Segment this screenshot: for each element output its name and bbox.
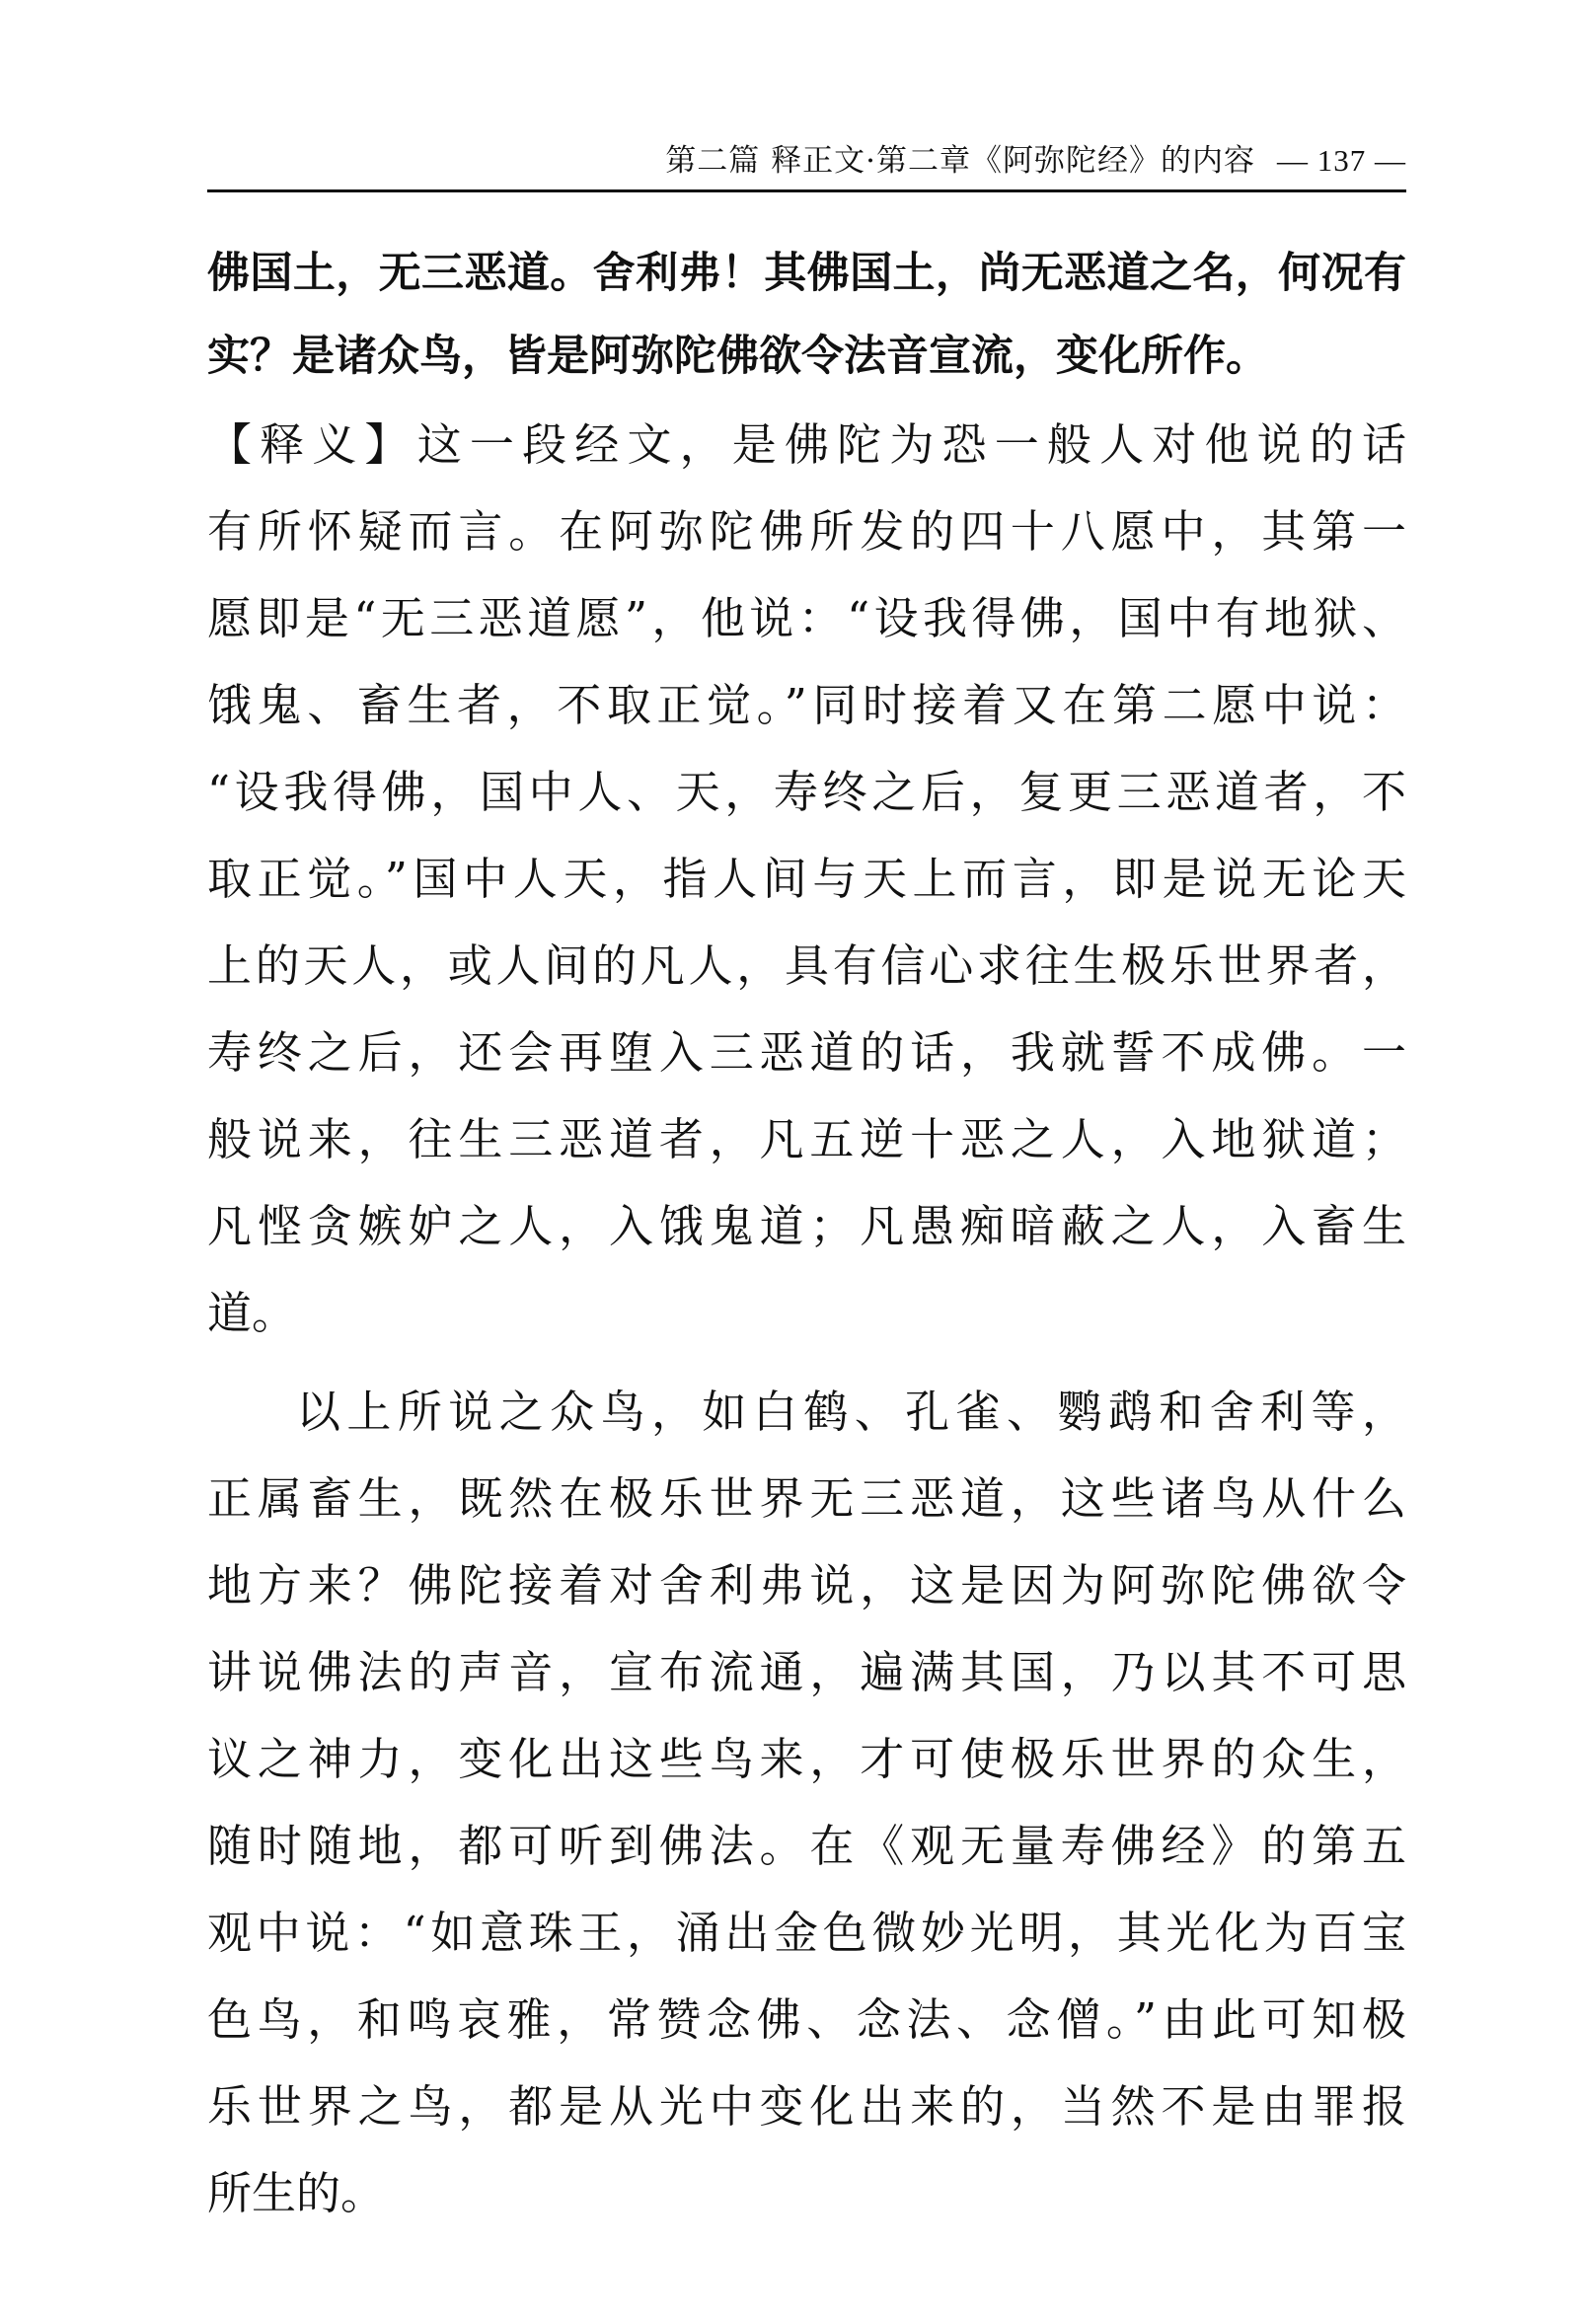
sutra-quote — [207, 232, 1406, 398]
paragraph-line: 道。 — [207, 1287, 297, 1339]
paragraph-line: “设我得佛，国中人、天，寿终之后，复更三恶道者，不 — [207, 766, 1406, 818]
commentary-paragraph-1 — [207, 402, 1406, 1357]
paragraph-line: 随时随地，都可听到佛法。在《观无量寿佛经》的第五 — [207, 1820, 1406, 1872]
paragraph-line: 正属畜生，既然在极乐世界无三恶道，这些诸鸟从什么 — [207, 1472, 1406, 1525]
paragraph-line: 凡悭贪嫉妒之人，入饿鬼道；凡愚痴暗蔽之人，入畜生 — [207, 1200, 1406, 1252]
header-title: 第二篇 释正文·第二章《阿弥陀经》的内容 — [665, 143, 1255, 179]
paragraph-line: 饿鬼、畜生者，不取正觉。”同时接着又在第二愿中说： — [207, 679, 1406, 731]
paragraph-line: 般说来，往生三恶道者，凡五逆十恶之人，入地狱道； — [207, 1113, 1406, 1165]
paragraph-line: 所生的。 — [207, 2167, 386, 2219]
paragraph-line: 【释义】这一段经文，是佛陀为恐一般人对他说的话 — [207, 418, 1406, 471]
paragraph-line: 以上所说之众鸟，如白鹤、孔雀、鹦鹉和舍利等， — [296, 1386, 1406, 1438]
paragraph-line: 愿即是“无三恶道愿”，他说：“设我得佛，国中有地狱、 — [207, 592, 1406, 644]
paragraph-line: 色鸟，和鸣哀雅，常赞念佛、念法、念僧。”由此可知极 — [207, 1993, 1406, 2046]
paragraph-line: 地方来？佛陀接着对舍利弗说，这是因为阿弥陀佛欲令 — [207, 1559, 1406, 1612]
paragraph-line: 取正觉。”国中人天，指人间与天上而言，即是说无论天 — [207, 853, 1406, 905]
paragraph-line: 讲说佛法的声音，宣布流通，遍满其国，乃以其不可思 — [207, 1646, 1406, 1698]
sutra-line: 实？是诸众鸟，皆是阿弥陀佛欲令法音宣流，变化所作。 — [207, 332, 1268, 381]
sutra-line: 佛国土，无三恶道。舍利弗！其佛国土，尚无恶道之名，何况有 — [207, 249, 1406, 298]
paragraph-line: 议之神力，变化出这些鸟来，才可使极乐世界的众生， — [207, 1733, 1406, 1785]
running-header — [207, 138, 1406, 192]
paragraph-line: 上的天人，或人间的凡人，具有信心求往生极乐世界者， — [207, 939, 1406, 992]
paragraph-line: 观中说：“如意珠王，涌出金色微妙光明，其光化为百宝 — [207, 1907, 1406, 1959]
paragraph-line: 有所怀疑而言。在阿弥陀佛所发的四十八愿中，其第一 — [207, 505, 1406, 558]
paragraph-line: 乐世界之鸟，都是从光中变化出来的，当然不是由罪报 — [207, 2080, 1406, 2133]
paragraph-line: 寿终之后，还会再堕入三恶道的话，我就誓不成佛。一 — [207, 1026, 1406, 1079]
page-body — [207, 232, 1406, 2237]
commentary-paragraph-2 — [207, 1369, 1406, 2237]
page-number: — 137 — — [1277, 143, 1406, 178]
